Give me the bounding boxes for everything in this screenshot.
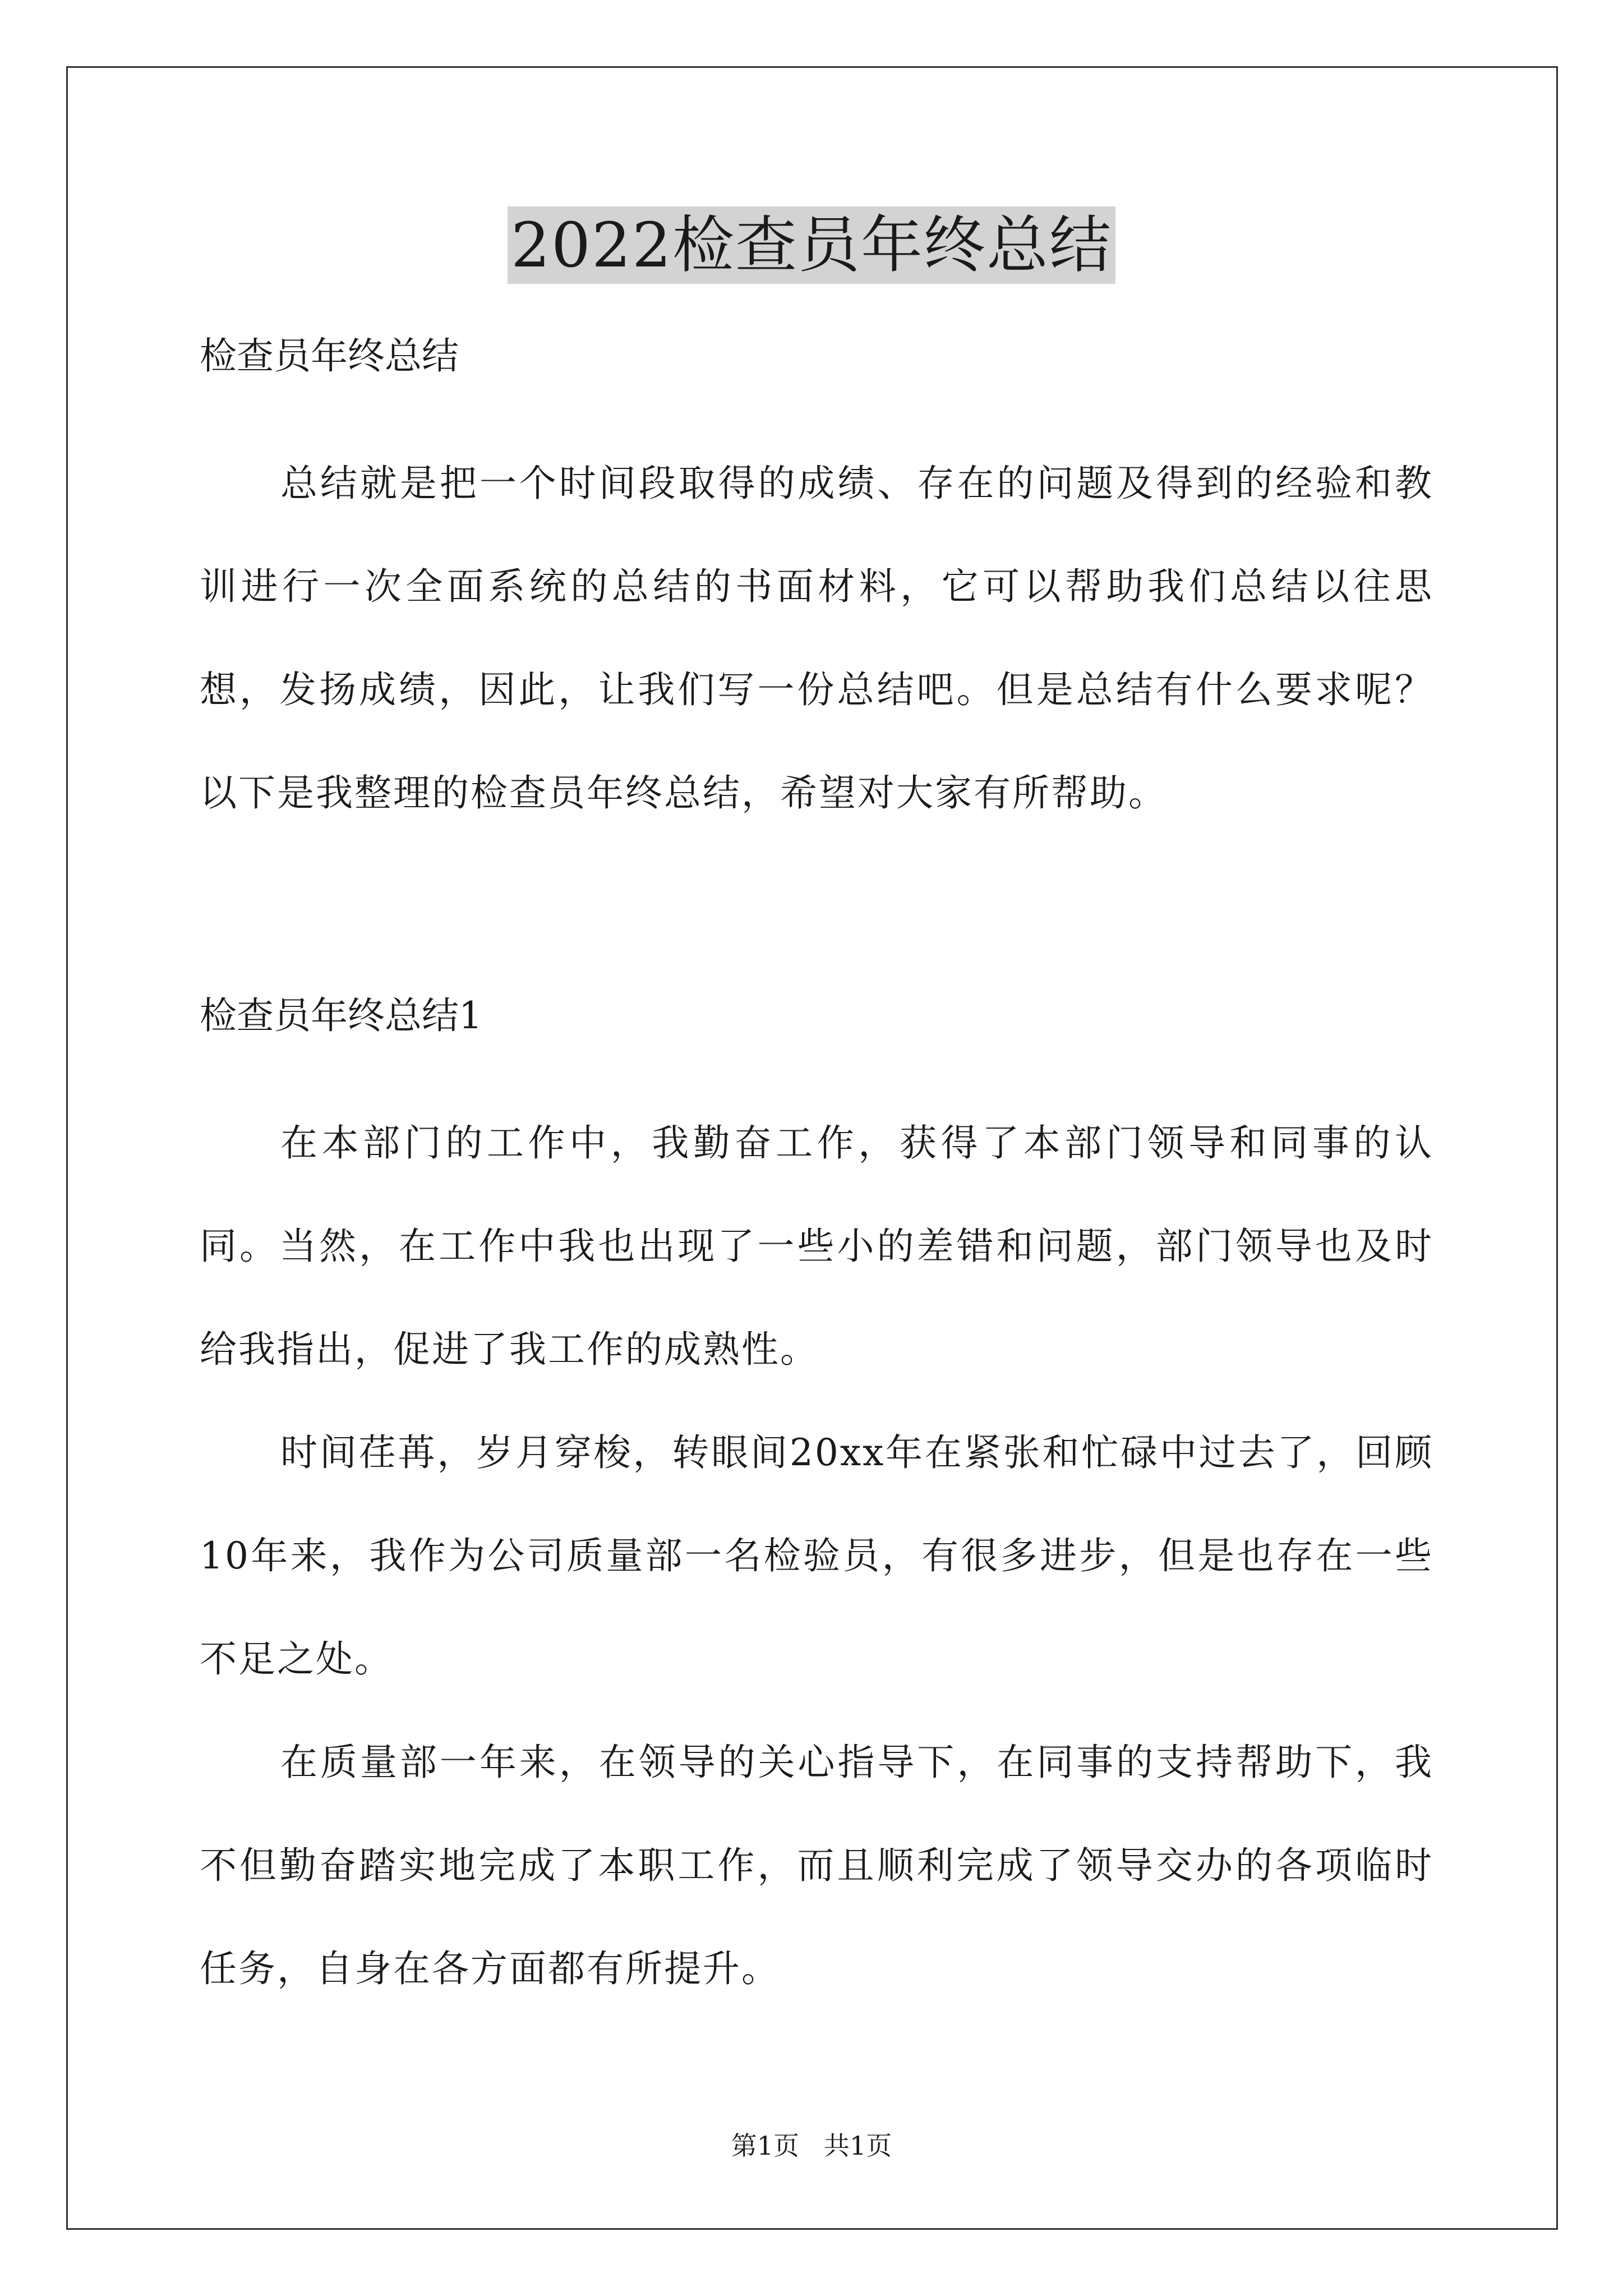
body-paragraph-2: 时间荏苒，岁月穿梭，转眼间20xx年在紧张和忙碌中过去了，回顾10年来，我作为公司质量部一名检验员，有很多进步，但是也存在一些不足之处。 — [200, 1431, 1433, 1681]
intro-paragraph: 总结就是把一个时间段取得的成绩、存在的问题及得到的经验和教训进行一次全面系统的总结的书面材料，它可以帮助我们总结以往思想，发扬成绩，因此，让我们写一份总结吧。但是总结有什么要求呢？以下是我整理的检查员年终总结，希望对大家有所帮助。 — [200, 462, 1433, 815]
part1-heading: 检查员年终总结1 — [200, 994, 482, 1037]
body-paragraph-1: 在本部门的工作中，我勤奋工作，获得了本部门领导和同事的认同。当然，在工作中我也出现了一些小的差错和问题，部门领导也及时给我指出，促进了我工作的成熟性。 — [200, 1121, 1433, 1371]
section-heading: 检查员年终总结 — [200, 334, 459, 378]
document-title: 2022检查员年终总结 — [508, 206, 1115, 284]
page-total: 共1页 — [823, 2131, 892, 2161]
title-container — [0, 206, 1623, 284]
document-body — [200, 331, 1433, 2021]
page-footer — [0, 2129, 1623, 2162]
body-paragraph-3: 在质量部一年来，在领导的关心指导下，在同事的支持帮助下，我不但勤奋踏实地完成了本职工作，而且顺利完成了领导交办的各项临时任务，自身在各方面都有所提升。 — [200, 1741, 1433, 1990]
page-number: 第1页 — [731, 2131, 800, 2161]
